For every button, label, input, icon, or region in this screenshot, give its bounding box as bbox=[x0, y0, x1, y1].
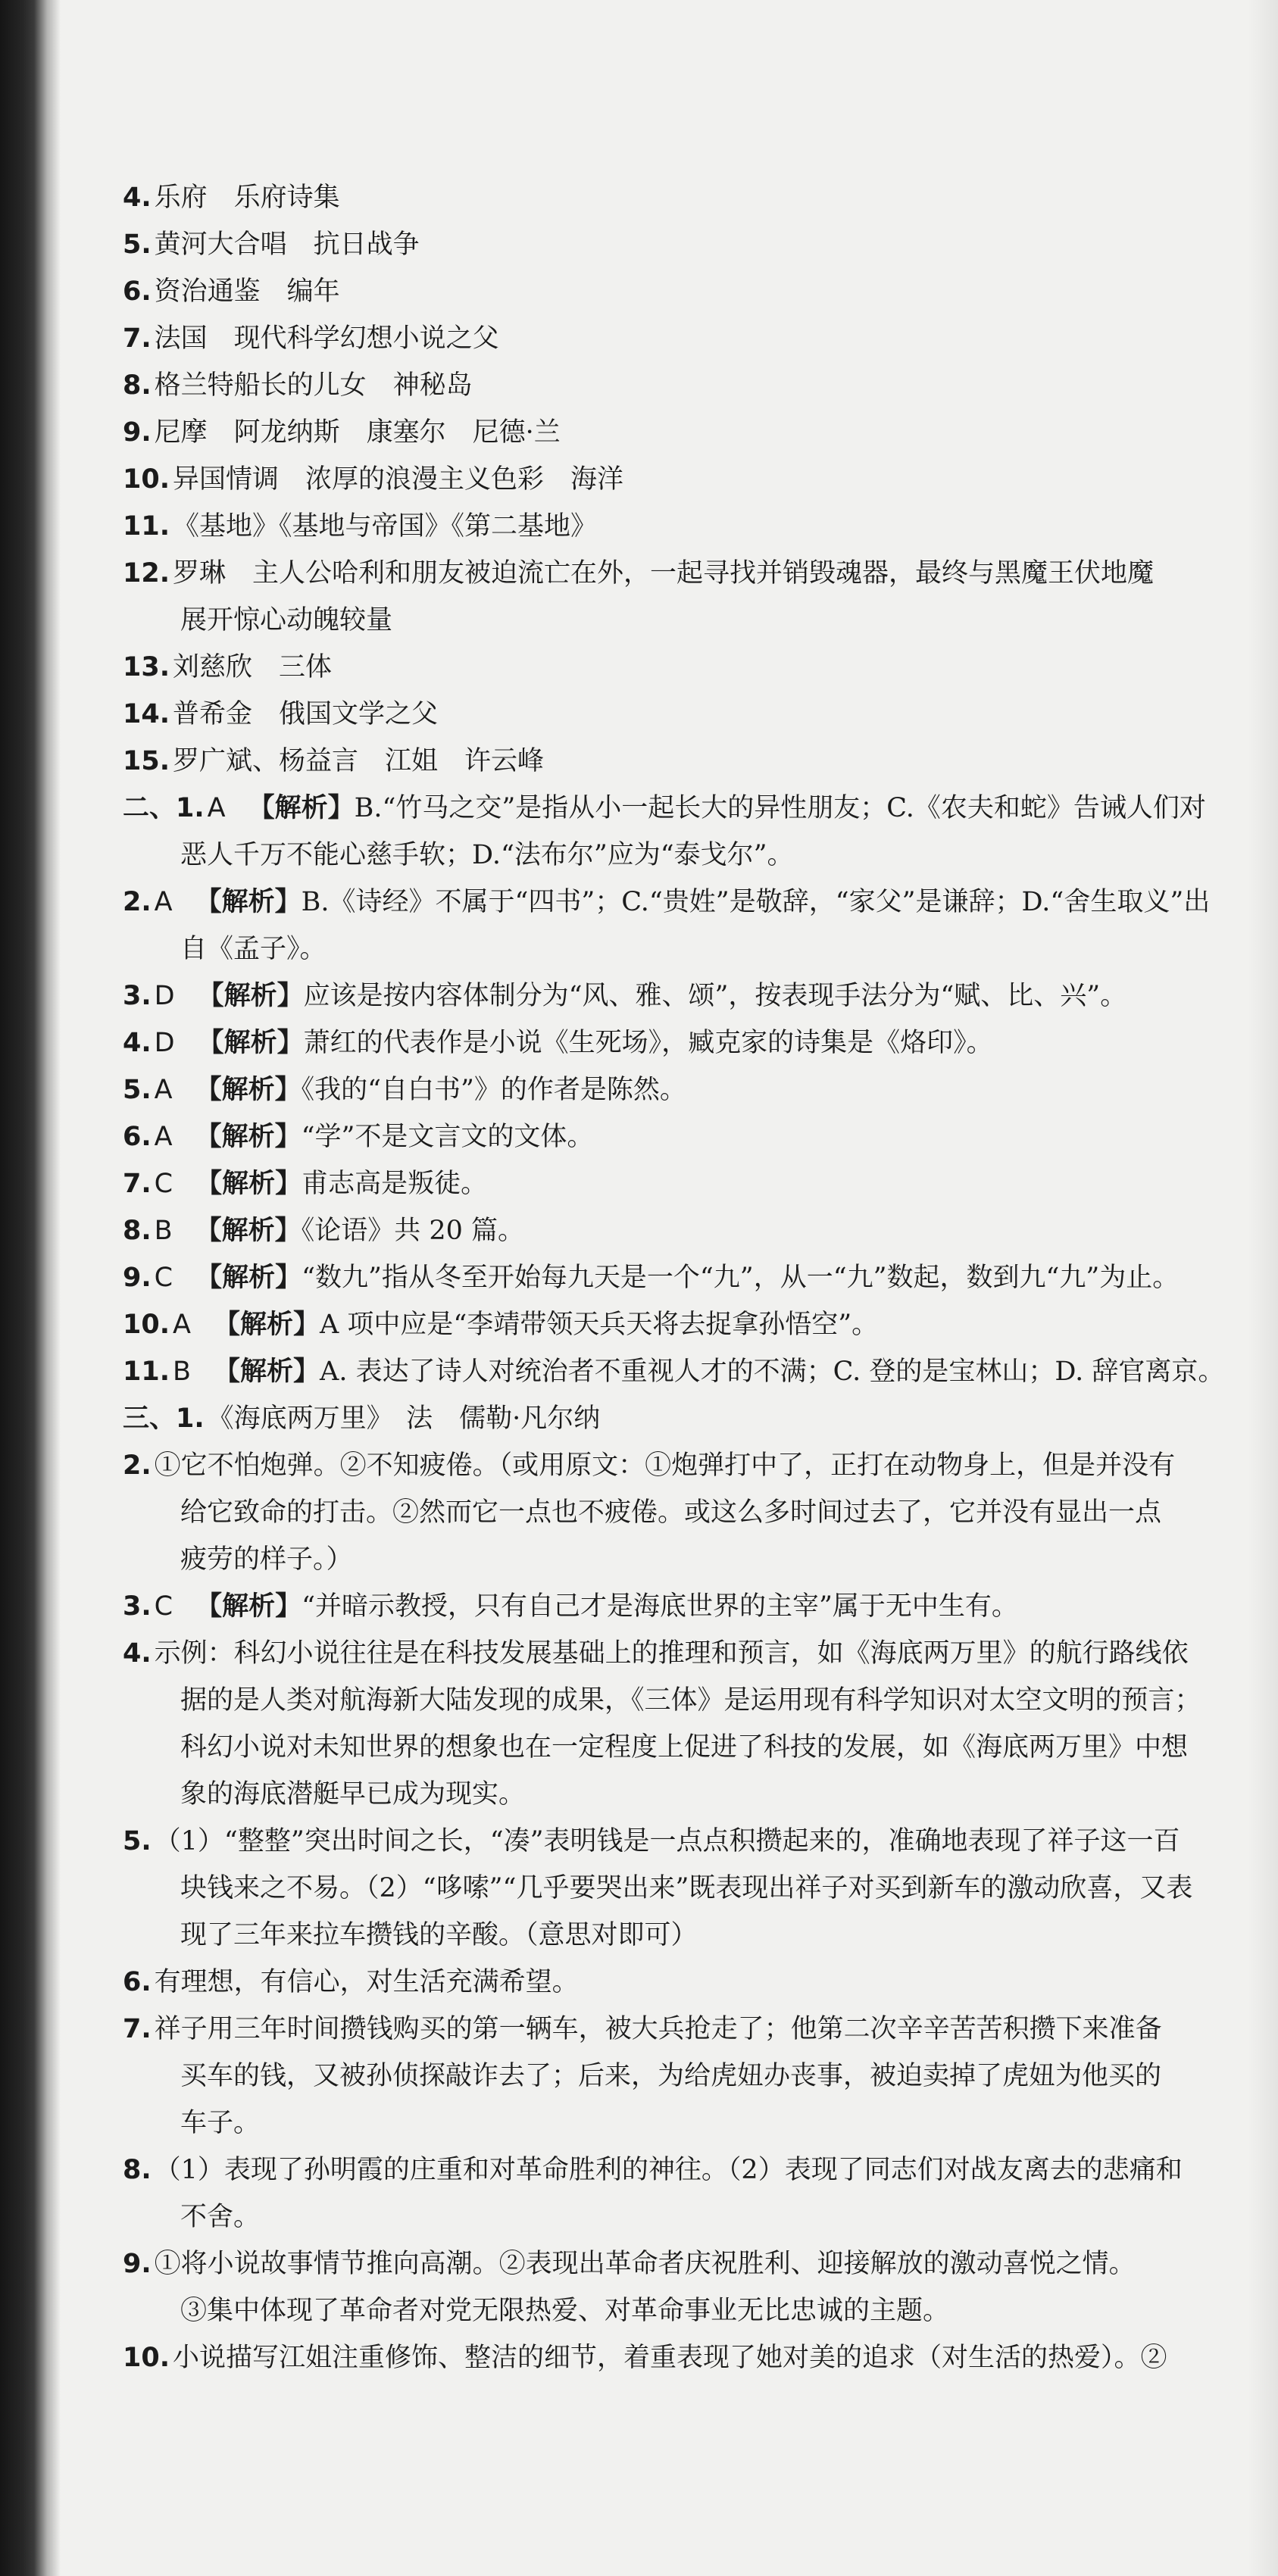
list-item: 7. 祥子用三年时间攒钱购买的第一辆车，被大兵抢走了；他第二次辛辛苦苦积攒下来准备 买车的钱，又被孙侦探敲诈去了；后来，为给虎妞办丧事，被迫卖掉了虎妞为他买的 车子。 bbox=[123, 2014, 1162, 2138]
list-item: 8. （1）表现了孙明霞的庄重和对革命胜利的神往。（2）表现了同志们对战友离去的悲痛和 不舍。 bbox=[123, 2155, 1183, 2232]
list-item: 5. A 【解析】《我的“自白书”》的作者是陈然。 bbox=[123, 1074, 686, 1105]
list-item: 6. A 【解析】“学”不是文言文的文体。 bbox=[123, 1121, 594, 1152]
list-item: 11. B 【解析】A. 表达了诗人对统治者不重视人才的不满；C. 登的是宝林山；D. 辞官离京。 bbox=[123, 1356, 1225, 1387]
section-label: 二、 bbox=[123, 793, 177, 823]
list-item: 13. 刘慈欣 三体 bbox=[123, 652, 333, 682]
list-item: 2. ①它不怕炮弹。②不知疲倦。（或用原文：①炮弹打中了，正打在动物身上，但是并没有 给它致命的打击。②然而它一点也不疲倦。或这么多时间过去了，它并没有显出一点 疲劳的样子。） bbox=[123, 1450, 1176, 1575]
list-item: 15. 罗广斌、杨益言 江姐 许云峰 bbox=[123, 746, 545, 776]
list-item: 8. 格兰特船长的儿女 神秘岛 bbox=[123, 370, 473, 401]
part2-list bbox=[123, 785, 1251, 1395]
list-item: 2. A 【解析】B.《诗经》不属于“四书”；C.“贵姓”是敬辞，“家父”是谦辞；D.“舍生取义”出 自《孟子》。 bbox=[123, 886, 1211, 964]
list-item: 5. （1）“整整”突出时间之长，“凑”表明钱是一点点积攒起来的，准确地表现了祥子这一百 块钱来之不易。（2）“哆嗦”“几乎要哭出来”既表现出祥子对买到新车的激动欣喜，又表 现了三年来拉车攒钱的辛酸。（意思对即可） bbox=[123, 1826, 1193, 1950]
list-item: 3. C 【解析】“并暗示教授，只有自己才是海底世界的主宰”属于无中生有。 bbox=[123, 1591, 1018, 1622]
part1-list bbox=[123, 174, 1251, 785]
list-item: 5. 黄河大合唱 抗日战争 bbox=[123, 229, 420, 260]
list-item: 9. 尼摩 阿龙纳斯 康塞尔 尼德·兰 bbox=[123, 417, 561, 448]
list-item: 4. 乐府 乐府诗集 bbox=[123, 183, 340, 213]
list-item: 6. 资治通鉴 编年 bbox=[123, 276, 340, 307]
list-item: 10. 小说描写江姐注重修饰、整洁的细节，着重表现了她对美的追求（对生活的热爱）。② bbox=[123, 2343, 1167, 2373]
list-item: 14. 普希金 俄国文学之父 bbox=[123, 699, 439, 729]
list-item: 3. D 【解析】应该是按内容体制分为“风、雅、颂”，按表现手法分为“赋、比、兴”。 bbox=[123, 980, 1127, 1011]
list-item: 9. C 【解析】“数九”指从冬至开始每九天是一个“九”，从一“九”数起，数到九“九”为止。 bbox=[123, 1262, 1180, 1293]
part3-list bbox=[123, 1395, 1251, 2381]
list-item: 4. D 【解析】萧红的代表作是小说《生死场》，臧克家的诗集是《烙印》。 bbox=[123, 1027, 993, 1058]
list-item: 三、1. 《海底两万里》 法 儒勒·凡尔纳 bbox=[123, 1404, 601, 1434]
list-item: 9. ①将小说故事情节推向高潮。②表现出革命者庆祝胜利、迎接解放的激动喜悦之情。 ③集中体现了革命者对党无限热爱、对革命事业无比忠诚的主题。 bbox=[123, 2249, 1136, 2326]
scan-binding-edge bbox=[0, 0, 61, 2576]
list-item: 10. 异国情调 浓厚的浪漫主义色彩 海洋 bbox=[123, 464, 624, 495]
list-item: 7. 法国 现代科学幻想小说之父 bbox=[123, 323, 499, 354]
list-item: 12. 罗琳 主人公哈利和朋友被迫流亡在外，一起寻找并销毁魂器，最终与黑魔王伏地魔 展开惊心动魄较量 bbox=[123, 558, 1155, 635]
list-item: 7. C 【解析】甫志高是叛徒。 bbox=[123, 1168, 488, 1199]
section-label: 三、 bbox=[123, 1404, 177, 1434]
scan-shadow bbox=[1248, 0, 1278, 2576]
list-item: 6. 有理想，有信心，对生活充满希望。 bbox=[123, 1967, 579, 1997]
list-item: 二、1. A 【解析】B.“竹马之交”是指从小一起长大的异性朋友；C.《农夫和蛇》告诫人们对 恶人千万不能心慈手软；D.“法布尔”应为“泰戈尔”。 bbox=[123, 792, 1206, 870]
list-item: 4. 示例：科幻小说往往是在科技发展基础上的推理和预言，如《海底两万里》的航行路线依 据的是人类对航海新大陆发现的成果，《三体》是运用现有科学知识对太空文明的预言； 科幻小说对未知世界的想象也在一定程度上促进了科技的发展，如《海底两万里》中想 象的海底潜艇早已成为现实。 bbox=[123, 1638, 1201, 1809]
list-item: 8. B 【解析】《论语》共 20 篇。 bbox=[123, 1215, 524, 1246]
answer-page bbox=[123, 174, 1251, 2381]
list-item: 11. 《基地》《基地与帝国》《第二基地》 bbox=[123, 511, 598, 542]
list-item: 10. A 【解析】A 项中应是“李靖带领天兵天将去捉拿孙悟空”。 bbox=[123, 1309, 879, 1340]
